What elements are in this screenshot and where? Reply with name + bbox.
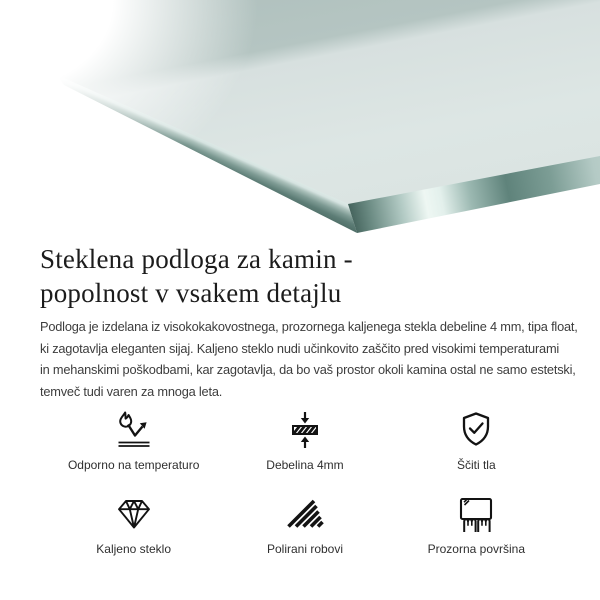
feature-label: Debelina 4mm xyxy=(266,458,344,472)
flame-deflect-icon xyxy=(112,410,156,450)
polished-edges-icon xyxy=(283,494,327,534)
hands-holding-glass-icon xyxy=(454,494,498,534)
feature-grid xyxy=(48,410,562,556)
feature-label: Kaljeno steklo xyxy=(96,542,172,556)
shield-check-icon xyxy=(454,410,498,450)
hero-white-fade xyxy=(0,0,600,238)
feature-label: Odporno na temperaturo xyxy=(67,458,200,472)
feature-label: Prozorna površina xyxy=(427,542,526,556)
feature-protects-floor xyxy=(391,410,562,472)
description-line: Podloga je izdelana iz visokokakovostnega, prozornega kaljenega stekla debeline 4 mm, tipa float, xyxy=(40,319,578,334)
page-title xyxy=(40,242,570,310)
thickness-arrows-icon xyxy=(283,410,327,450)
feature-label: Ščiti tla xyxy=(456,458,496,472)
description-line: in mehanskimi poškodbami, kar zagotavlja, da bo vaš prostor okoli kamina ostal ne samo estetski, xyxy=(40,362,576,377)
description-line: temveč tudi varen za mnoga leta. xyxy=(40,383,223,399)
feature-tempered-glass xyxy=(48,494,219,556)
feature-transparent-surface xyxy=(391,494,562,556)
feature-polished-edges xyxy=(219,494,390,556)
product-description xyxy=(40,316,578,402)
description-line: ki zagotavlja eleganten sijaj. Kaljeno steklo nudi učinkovito zaščito pred visokimi temperaturami xyxy=(40,340,560,356)
feature-thickness-4mm xyxy=(219,410,390,472)
product-hero-image xyxy=(0,0,600,238)
page-title-line1: Steklena podloga za kamin - xyxy=(40,244,353,274)
feature-temperature-resistant xyxy=(48,410,219,472)
feature-label: Polirani robovi xyxy=(266,542,344,556)
diamond-icon xyxy=(112,494,156,534)
page-title-line2: popolnost v vsakem detajlu xyxy=(40,278,342,308)
